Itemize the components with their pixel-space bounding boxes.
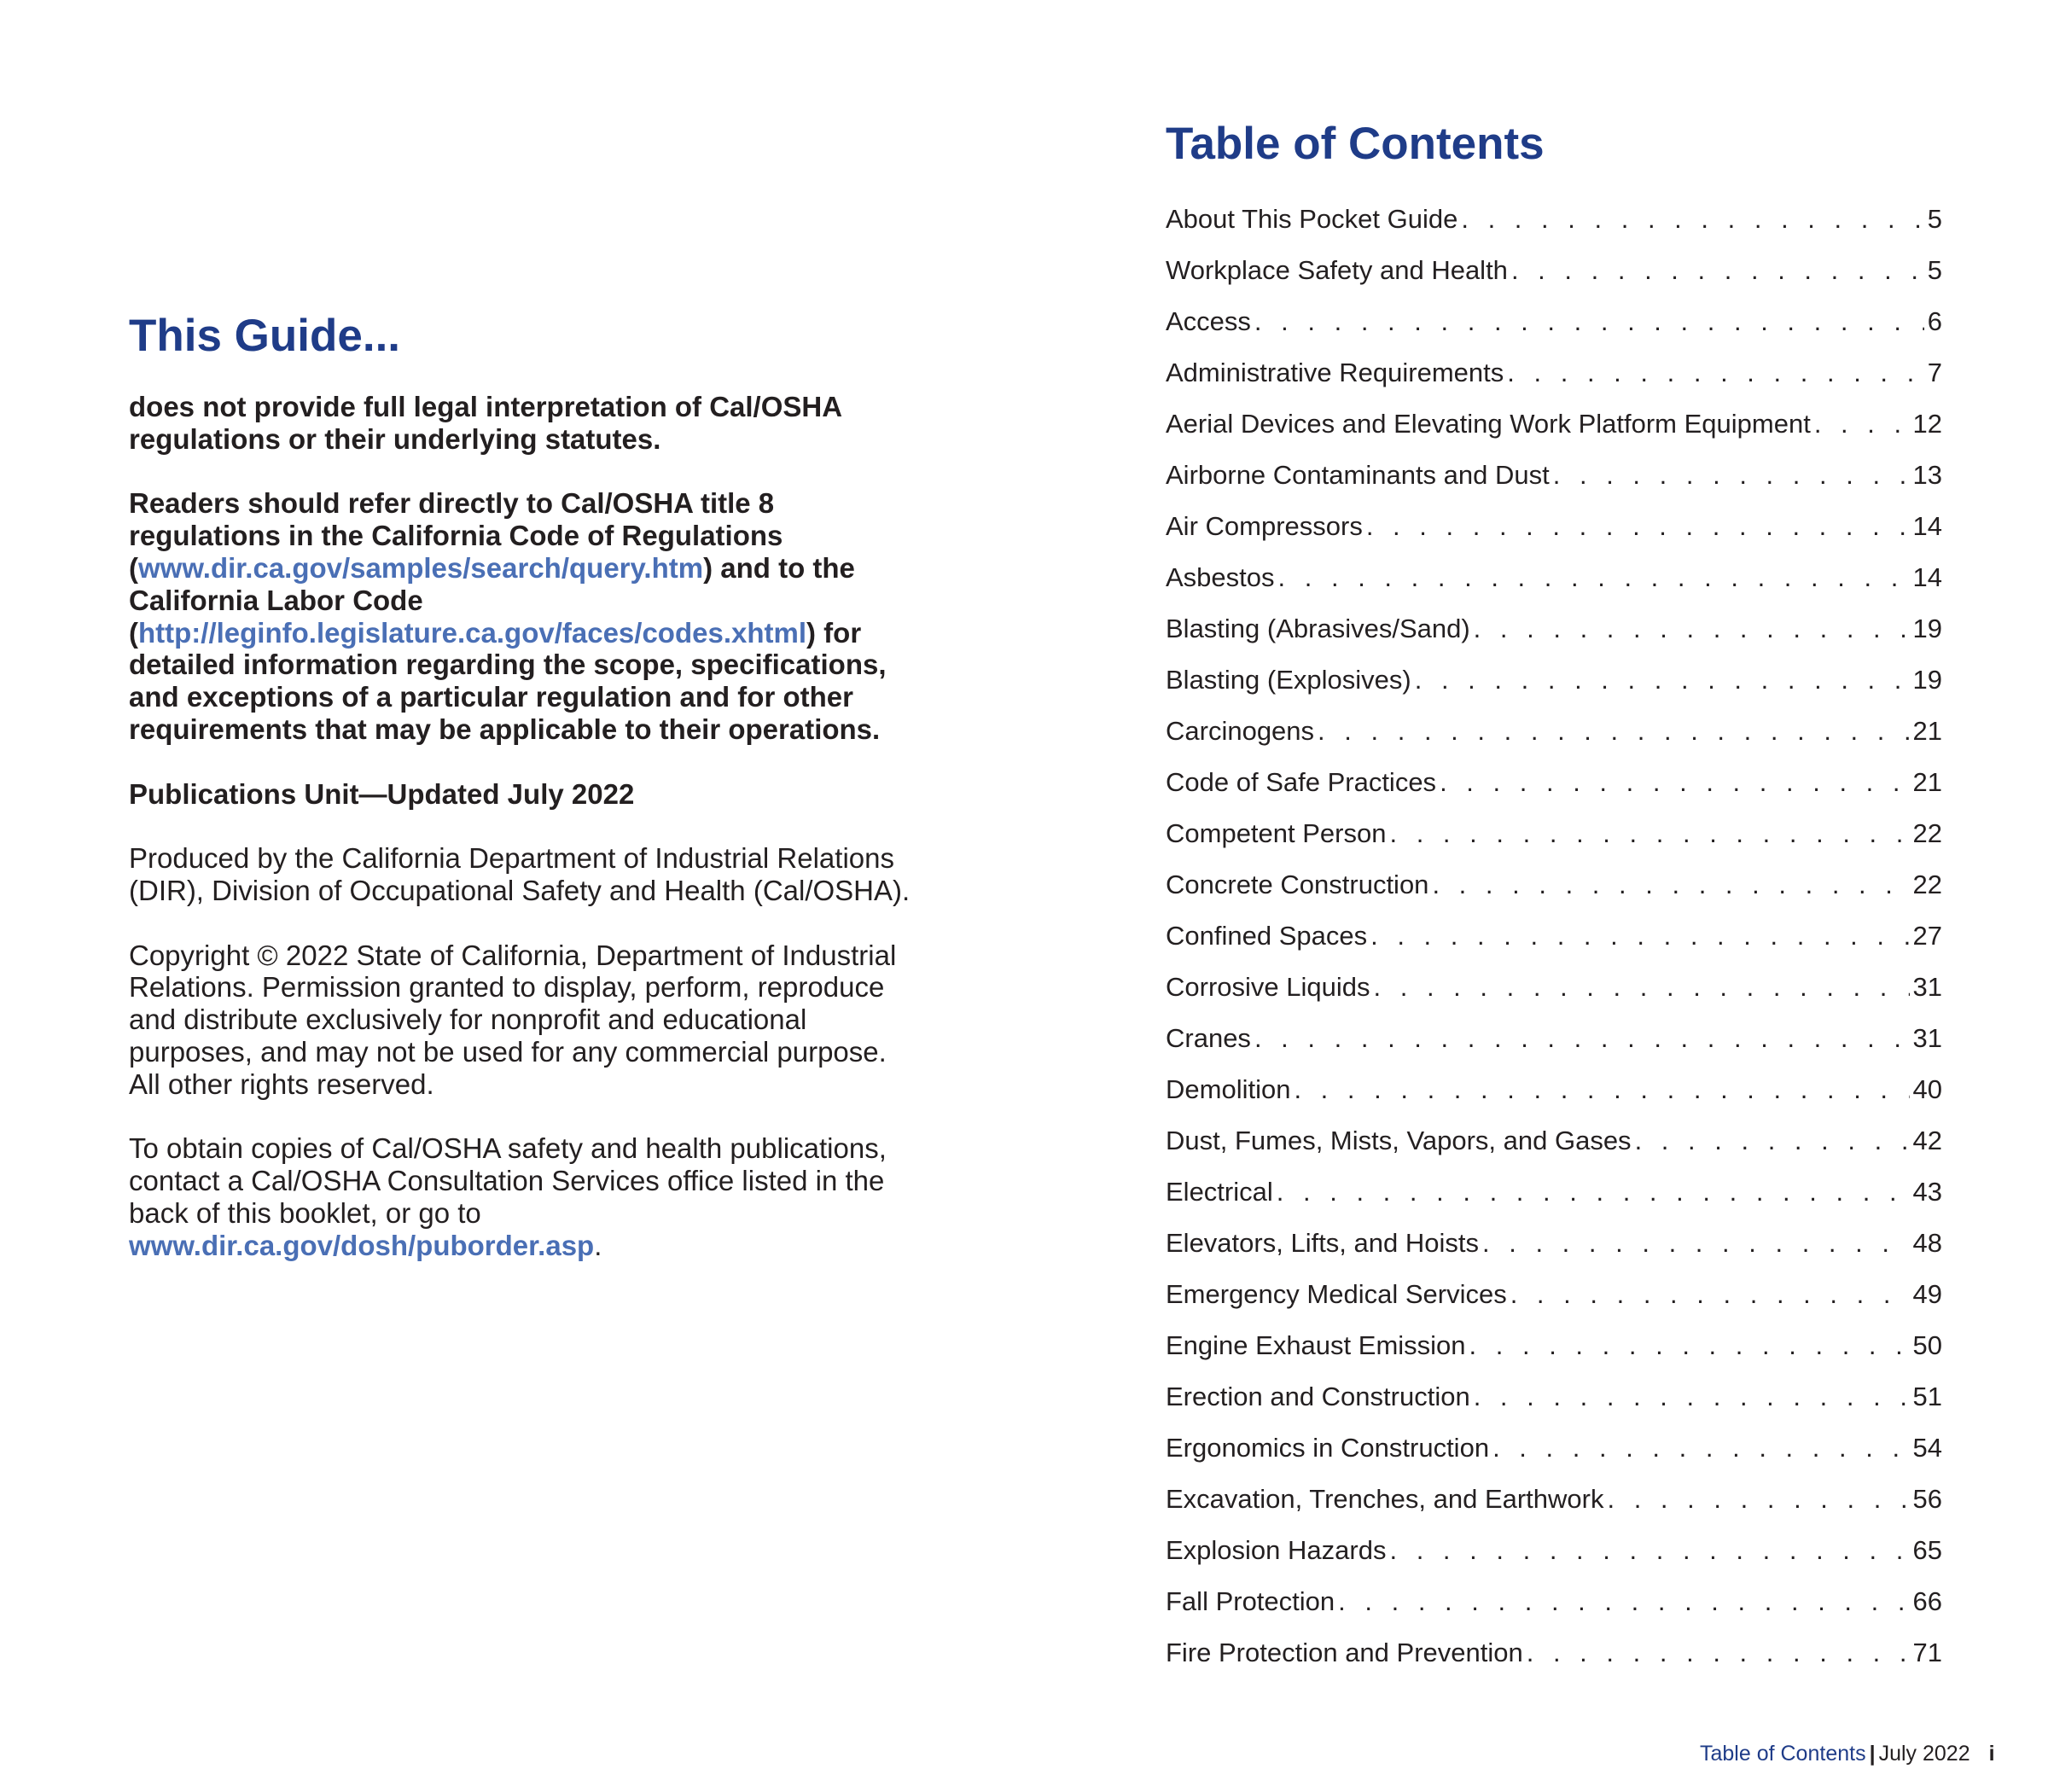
toc-entry[interactable]: [1166, 552, 1942, 603]
toc-entry-page: 66: [1912, 1586, 1942, 1616]
toc-dot-leader: [1389, 808, 1909, 859]
toc-dot-leader: [1374, 962, 1910, 1013]
guide-title: This Guide...: [129, 311, 401, 361]
page-footer: [1700, 1742, 1995, 1766]
toc-dot-leader: [1527, 1627, 1910, 1679]
toc-dot-leader: [1474, 1371, 1910, 1423]
toc-entry-page: 21: [1912, 767, 1942, 797]
toc-entry[interactable]: [1166, 1115, 1942, 1167]
toc-entry-label: Emergency Medical Services: [1166, 1279, 1507, 1309]
toc-entry-page: 7: [1927, 358, 1942, 387]
toc-dot-leader: [1254, 1013, 1910, 1064]
toc-entry-label: Erection and Construction: [1166, 1382, 1470, 1411]
toc-entry-label: Dust, Fumes, Mists, Vapors, and Gases: [1166, 1126, 1632, 1155]
toc-entry-label: Engine Exhaust Emission: [1166, 1330, 1466, 1360]
toc-entry[interactable]: [1166, 399, 1942, 450]
toc-dot-leader: [1482, 1218, 1910, 1269]
readers-paragraph: [129, 487, 914, 745]
toc-entry[interactable]: [1166, 1371, 1942, 1423]
footer-separator: |: [1869, 1742, 1876, 1766]
toc-dot-leader: [1318, 706, 1909, 757]
toc-dot-leader: [1432, 859, 1909, 911]
toc-dot-leader: [1254, 296, 1924, 347]
puborder-link[interactable]: www.dir.ca.gov/dosh/puborder.asp: [129, 1229, 595, 1261]
toc-dot-leader: [1474, 603, 1910, 655]
toc-entry-page: 51: [1912, 1382, 1942, 1411]
toc-entry-page: 5: [1927, 255, 1942, 285]
toc-entry-label: Air Compressors: [1166, 511, 1363, 541]
toc-entry[interactable]: [1166, 245, 1942, 296]
readers-intro-text: Readers should refer directly to Cal/OSHA title 8 regulations in the California Code of Regulations (: [129, 487, 783, 584]
toc-entry-label: Corrosive Liquids: [1166, 972, 1370, 1002]
toc-entry-page: 40: [1912, 1074, 1942, 1104]
toc-dot-leader: [1492, 1423, 1909, 1474]
readers-end-text: ) for detailed information regarding the scope, specifications, and exceptions of a particular regulation and for other requirements that may be applicable to their operations.: [129, 616, 887, 745]
toc-entry[interactable]: [1166, 859, 1942, 911]
readers-mid-text: ) and to the California Labor Code (: [129, 551, 855, 649]
footer-section-title: Table of Contents: [1700, 1742, 1866, 1766]
toc-entry-page: 5: [1927, 204, 1942, 234]
toc-dot-leader: [1370, 911, 1909, 962]
toc-entry-label: Access: [1166, 306, 1251, 336]
publication-note: Publications Unit—Updated July 2022: [129, 777, 635, 810]
toc-entry[interactable]: [1166, 911, 1942, 962]
toc-entry-label: Fire Protection and Prevention: [1166, 1638, 1523, 1667]
toc-entry-page: 14: [1912, 511, 1942, 541]
toc-entry-label: Concrete Construction: [1166, 870, 1429, 899]
toc-dot-leader: [1338, 1576, 1909, 1627]
toc-entry-label: Ergonomics in Construction: [1166, 1433, 1490, 1463]
toc-entry[interactable]: [1166, 757, 1942, 808]
toc-dot-leader: [1461, 194, 1923, 245]
toc-entry-page: 31: [1912, 1023, 1942, 1053]
toc-entry[interactable]: [1166, 347, 1942, 399]
toc-entry[interactable]: [1166, 1218, 1942, 1269]
regulations-link[interactable]: www.dir.ca.gov/samples/search/query.htm: [138, 551, 704, 584]
toc-entry-page: 49: [1912, 1279, 1942, 1309]
toc-entry-page: 31: [1912, 972, 1942, 1002]
toc-entry[interactable]: [1166, 655, 1942, 706]
toc-dot-leader: [1440, 757, 1909, 808]
toc-entry-label: Aerial Devices and Elevating Work Platform Equipment: [1166, 409, 1811, 439]
toc-entry-page: 43: [1912, 1177, 1942, 1207]
toc-entry-label: Code of Safe Practices: [1166, 767, 1437, 797]
obtain-copies-text: To obtain copies of Cal/OSHA safety and health publications, contact a Cal/OSHA Consultation Services office listed in the back of this booklet, or go to: [129, 1132, 887, 1229]
toc-entry-label: Competent Person: [1166, 818, 1387, 848]
toc-dot-leader: [1415, 655, 1910, 706]
toc-entry-page: 65: [1912, 1535, 1942, 1565]
toc-entry-label: Cranes: [1166, 1023, 1251, 1053]
toc-list: [1166, 194, 1942, 1679]
toc-entry-page: 19: [1912, 665, 1942, 695]
toc-entry[interactable]: [1166, 194, 1942, 245]
toc-entry-label: Explosion Hazards: [1166, 1535, 1387, 1565]
toc-entry-page: 71: [1912, 1638, 1942, 1667]
toc-entry-page: 27: [1912, 921, 1942, 951]
guide-body: [129, 391, 914, 1294]
toc-dot-leader: [1366, 501, 1910, 552]
toc-entry[interactable]: [1166, 1167, 1942, 1218]
toc-entry[interactable]: [1166, 603, 1942, 655]
produced-by-paragraph: Produced by the California Department of Industrial Relations (DIR), Division of Occupational Safety and Health (Cal/OSHA).: [129, 842, 911, 906]
disclaimer-paragraph: does not provide full legal interpretation of Cal/OSHA regulations or their underlying statutes.: [129, 391, 841, 455]
toc-entry-label: Airborne Contaminants and Dust: [1166, 460, 1550, 490]
toc-entry-page: 50: [1912, 1330, 1942, 1360]
toc-entry-label: Elevators, Lifts, and Hoists: [1166, 1228, 1479, 1258]
toc-entry-page: 22: [1912, 870, 1942, 899]
toc-dot-leader: [1607, 1474, 1909, 1525]
toc-entry[interactable]: [1166, 1576, 1942, 1627]
toc-dot-leader: [1635, 1115, 1910, 1167]
toc-entry-page: 14: [1912, 562, 1942, 592]
toc-entry[interactable]: [1166, 1013, 1942, 1064]
toc-entry-page: 21: [1912, 716, 1942, 746]
toc-entry[interactable]: [1166, 296, 1942, 347]
footer-date: July 2022: [1878, 1742, 1970, 1766]
toc-entry-label: Workplace Safety and Health: [1166, 255, 1508, 285]
labor-code-link[interactable]: http://leginfo.legislature.ca.gov/faces/codes.xhtml: [138, 616, 807, 649]
toc-entry-page: 12: [1912, 409, 1942, 439]
toc-dot-leader: [1277, 1167, 1910, 1218]
toc-entry-label: About This Pocket Guide: [1166, 204, 1458, 234]
toc-entry-label: Electrical: [1166, 1177, 1273, 1207]
toc-entry-page: 54: [1912, 1433, 1942, 1463]
toc-entry[interactable]: [1166, 1269, 1942, 1320]
toc-dot-leader: [1510, 1269, 1910, 1320]
toc-entry[interactable]: [1166, 1064, 1942, 1115]
toc-entry-page: 48: [1912, 1228, 1942, 1258]
toc-entry[interactable]: [1166, 962, 1942, 1013]
toc-entry-page: 19: [1912, 614, 1942, 643]
toc-dot-leader: [1511, 245, 1924, 296]
toc-entry[interactable]: [1166, 1525, 1942, 1576]
toc-entry-label: Administrative Requirements: [1166, 358, 1504, 387]
toc-entry-page: 13: [1912, 460, 1942, 490]
toc-entry[interactable]: [1166, 706, 1942, 757]
obtain-copies-paragraph: [129, 1132, 914, 1261]
toc-entry-page: 42: [1912, 1126, 1942, 1155]
toc-entry[interactable]: [1166, 450, 1942, 501]
toc-dot-leader: [1507, 347, 1923, 399]
toc-dot-leader: [1294, 1064, 1909, 1115]
toc-entry-label: Excavation, Trenches, and Earthwork: [1166, 1484, 1604, 1514]
toc-entry[interactable]: [1166, 1423, 1942, 1474]
toc-dot-leader: [1389, 1525, 1909, 1576]
toc-entry-label: Asbestos: [1166, 562, 1275, 592]
toc-entry-label: Fall Protection: [1166, 1586, 1335, 1616]
obtain-copies-end: .: [594, 1229, 602, 1261]
toc-title: Table of Contents: [1166, 119, 1545, 169]
toc-entry[interactable]: [1166, 501, 1942, 552]
toc-entry-page: 56: [1912, 1484, 1942, 1514]
toc-entry-label: Blasting (Abrasives/Sand): [1166, 614, 1470, 643]
toc-entry[interactable]: [1166, 1474, 1942, 1525]
toc-dot-leader: [1553, 450, 1910, 501]
copyright-paragraph: Copyright © 2022 State of California, Department of Industrial Relations. Permission granted to display, perform, reproduce and distribute exclusively for nonprofit and educational purposes, and may not be used for any commercial purpose. All other rights reserved.: [129, 939, 897, 1100]
toc-entry-label: Demolition: [1166, 1074, 1291, 1104]
toc-entry-label: Carcinogens: [1166, 716, 1315, 746]
toc-entry-page: 6: [1927, 306, 1942, 336]
toc-entry-page: 22: [1912, 818, 1942, 848]
toc-entry[interactable]: [1166, 1627, 1942, 1679]
toc-entry-label: Blasting (Explosives): [1166, 665, 1411, 695]
toc-entry[interactable]: [1166, 1320, 1942, 1371]
toc-entry[interactable]: [1166, 808, 1942, 859]
toc-dot-leader: [1278, 552, 1910, 603]
toc-dot-leader: [1469, 1320, 1910, 1371]
toc-entry-label: Confined Spaces: [1166, 921, 1368, 951]
footer-page-number: i: [1988, 1742, 1995, 1766]
toc-dot-leader: [1814, 399, 1910, 450]
